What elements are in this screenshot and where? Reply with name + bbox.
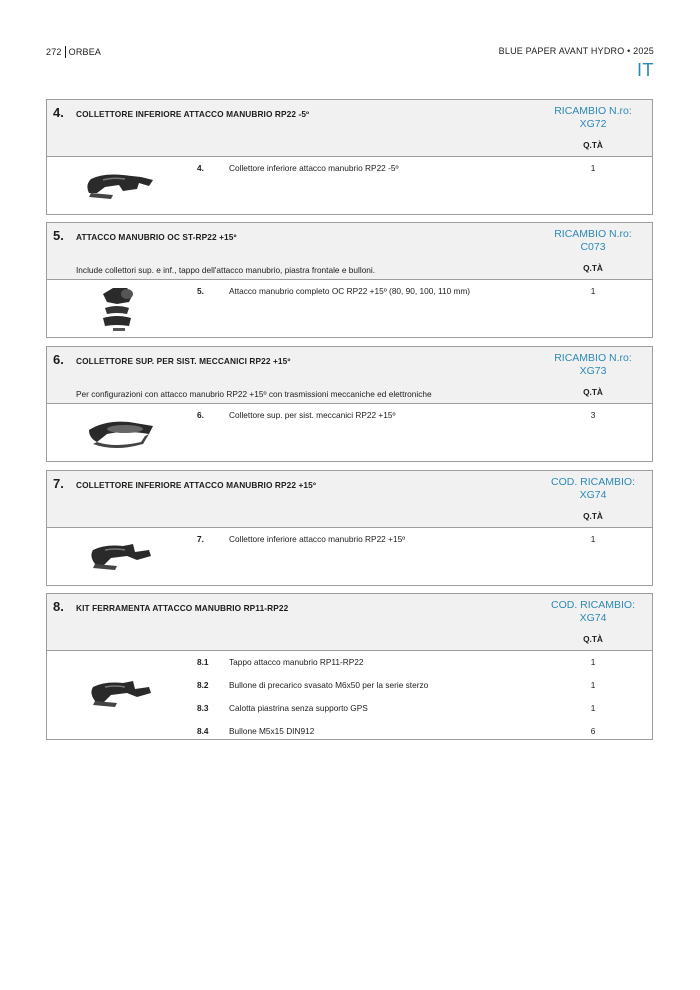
spare-code bbox=[541, 228, 645, 254]
section-header bbox=[47, 100, 652, 157]
qty-header: Q.TÀ bbox=[583, 511, 603, 521]
item-description: Collettore sup. per sist. meccanici RP22 +15º bbox=[229, 410, 396, 420]
spare-code bbox=[541, 352, 645, 378]
section-header bbox=[47, 471, 652, 528]
item-quantity: 1 bbox=[590, 286, 596, 296]
section-title: ATTACCO MANUBRIO OC ST-RP22 +15º bbox=[76, 232, 237, 242]
table-row bbox=[47, 163, 652, 177]
qty-header: Q.TÀ bbox=[583, 387, 603, 397]
spare-code-value: XG74 bbox=[579, 489, 607, 501]
language-code: IT bbox=[637, 60, 654, 80]
item-number: 7. bbox=[197, 534, 204, 544]
table-row bbox=[47, 410, 652, 424]
section-note: Per configurazioni con attacco manubrio RP22 +15º con trasmissioni meccaniche ed elettroniche bbox=[76, 389, 432, 399]
item-quantity: 1 bbox=[590, 657, 596, 667]
item-number: 8.2 bbox=[197, 680, 209, 690]
item-number: 8.4 bbox=[197, 726, 209, 736]
spare-code-label: COD. RICAMBIO: bbox=[550, 599, 635, 611]
table-row bbox=[47, 534, 652, 548]
item-number: 4. bbox=[197, 163, 204, 173]
section-5 bbox=[46, 222, 653, 338]
item-description: Bullone M5x15 DIN912 bbox=[229, 726, 315, 736]
document-title: BLUE PAPER AVANT HYDRO • 2025 bbox=[498, 46, 654, 56]
spare-code-value: XG74 bbox=[579, 612, 607, 624]
table-row bbox=[47, 657, 652, 671]
section-body bbox=[47, 157, 652, 215]
item-description: Collettore inferiore attacco manubrio RP22 -5º bbox=[229, 163, 399, 173]
item-number: 8.1 bbox=[197, 657, 209, 667]
section-number: 4. bbox=[53, 105, 64, 120]
section-title: COLLETTORE INFERIORE ATTACCO MANUBRIO RP22 -5º bbox=[76, 109, 310, 119]
spare-code bbox=[541, 476, 645, 502]
section-body bbox=[47, 651, 652, 740]
table-row bbox=[47, 726, 652, 740]
item-quantity: 1 bbox=[590, 163, 596, 173]
page-header-left bbox=[46, 46, 101, 58]
table-row bbox=[47, 703, 652, 717]
spare-code-label: RICAMBIO N.ro: bbox=[554, 352, 632, 364]
section-6 bbox=[46, 346, 653, 462]
spare-code-value: XG73 bbox=[579, 365, 607, 377]
section-8 bbox=[46, 593, 653, 740]
section-body bbox=[47, 528, 652, 586]
item-description: Collettore inferiore attacco manubrio RP22 +15º bbox=[229, 534, 406, 544]
spare-code-label: COD. RICAMBIO: bbox=[550, 476, 635, 488]
section-number: 6. bbox=[53, 352, 64, 367]
table-row bbox=[47, 680, 652, 694]
item-description: Bullone di precarico svasato M6x50 per la serie sterzo bbox=[229, 680, 429, 690]
item-description: Attacco manubrio completo OC RP22 +15º (80, 90, 100, 110 mm) bbox=[229, 286, 471, 296]
section-number: 7. bbox=[53, 476, 64, 491]
item-quantity: 6 bbox=[590, 726, 596, 736]
item-number: 6. bbox=[197, 410, 204, 420]
section-7 bbox=[46, 470, 653, 586]
brand-name: ORBEA bbox=[68, 47, 102, 57]
section-header bbox=[47, 223, 652, 280]
section-number: 5. bbox=[53, 228, 64, 243]
table-row bbox=[47, 286, 652, 300]
item-number: 8.3 bbox=[197, 703, 209, 713]
spare-code-value: C073 bbox=[580, 241, 606, 253]
section-number: 8. bbox=[53, 599, 64, 614]
page-number: 272 bbox=[46, 47, 62, 57]
section-4 bbox=[46, 99, 653, 215]
section-body bbox=[47, 280, 652, 338]
item-quantity: 1 bbox=[590, 680, 596, 690]
qty-header: Q.TÀ bbox=[583, 140, 603, 150]
item-description: Calotta piastrina senza supporto GPS bbox=[229, 703, 368, 713]
section-title: COLLETTORE INFERIORE ATTACCO MANUBRIO RP22 +15º bbox=[76, 480, 316, 490]
section-body bbox=[47, 404, 652, 462]
spare-code-label: RICAMBIO N.ro: bbox=[554, 228, 632, 240]
spare-code bbox=[541, 105, 645, 131]
item-quantity: 3 bbox=[590, 410, 596, 420]
spare-code-label: RICAMBIO N.ro: bbox=[554, 105, 632, 117]
item-quantity: 1 bbox=[590, 703, 596, 713]
section-header bbox=[47, 594, 652, 651]
header-divider bbox=[65, 46, 66, 58]
spare-code-value: XG72 bbox=[579, 118, 607, 130]
spare-code bbox=[541, 599, 645, 625]
section-title: KIT FERRAMENTA ATTACCO MANUBRIO RP11-RP22 bbox=[76, 603, 289, 613]
section-header bbox=[47, 347, 652, 404]
item-number: 5. bbox=[197, 286, 204, 296]
section-note: Include collettori sup. e inf., tappo dell'attacco manubrio, piastra frontale e bulloni. bbox=[76, 265, 376, 275]
qty-header: Q.TÀ bbox=[583, 634, 603, 644]
section-title: COLLETTORE SUP. PER SIST. MECCANICI RP22 +15º bbox=[76, 356, 291, 366]
item-quantity: 1 bbox=[590, 534, 596, 544]
item-description: Tappo attacco manubrio RP11-RP22 bbox=[229, 657, 364, 667]
qty-header: Q.TÀ bbox=[583, 263, 603, 273]
